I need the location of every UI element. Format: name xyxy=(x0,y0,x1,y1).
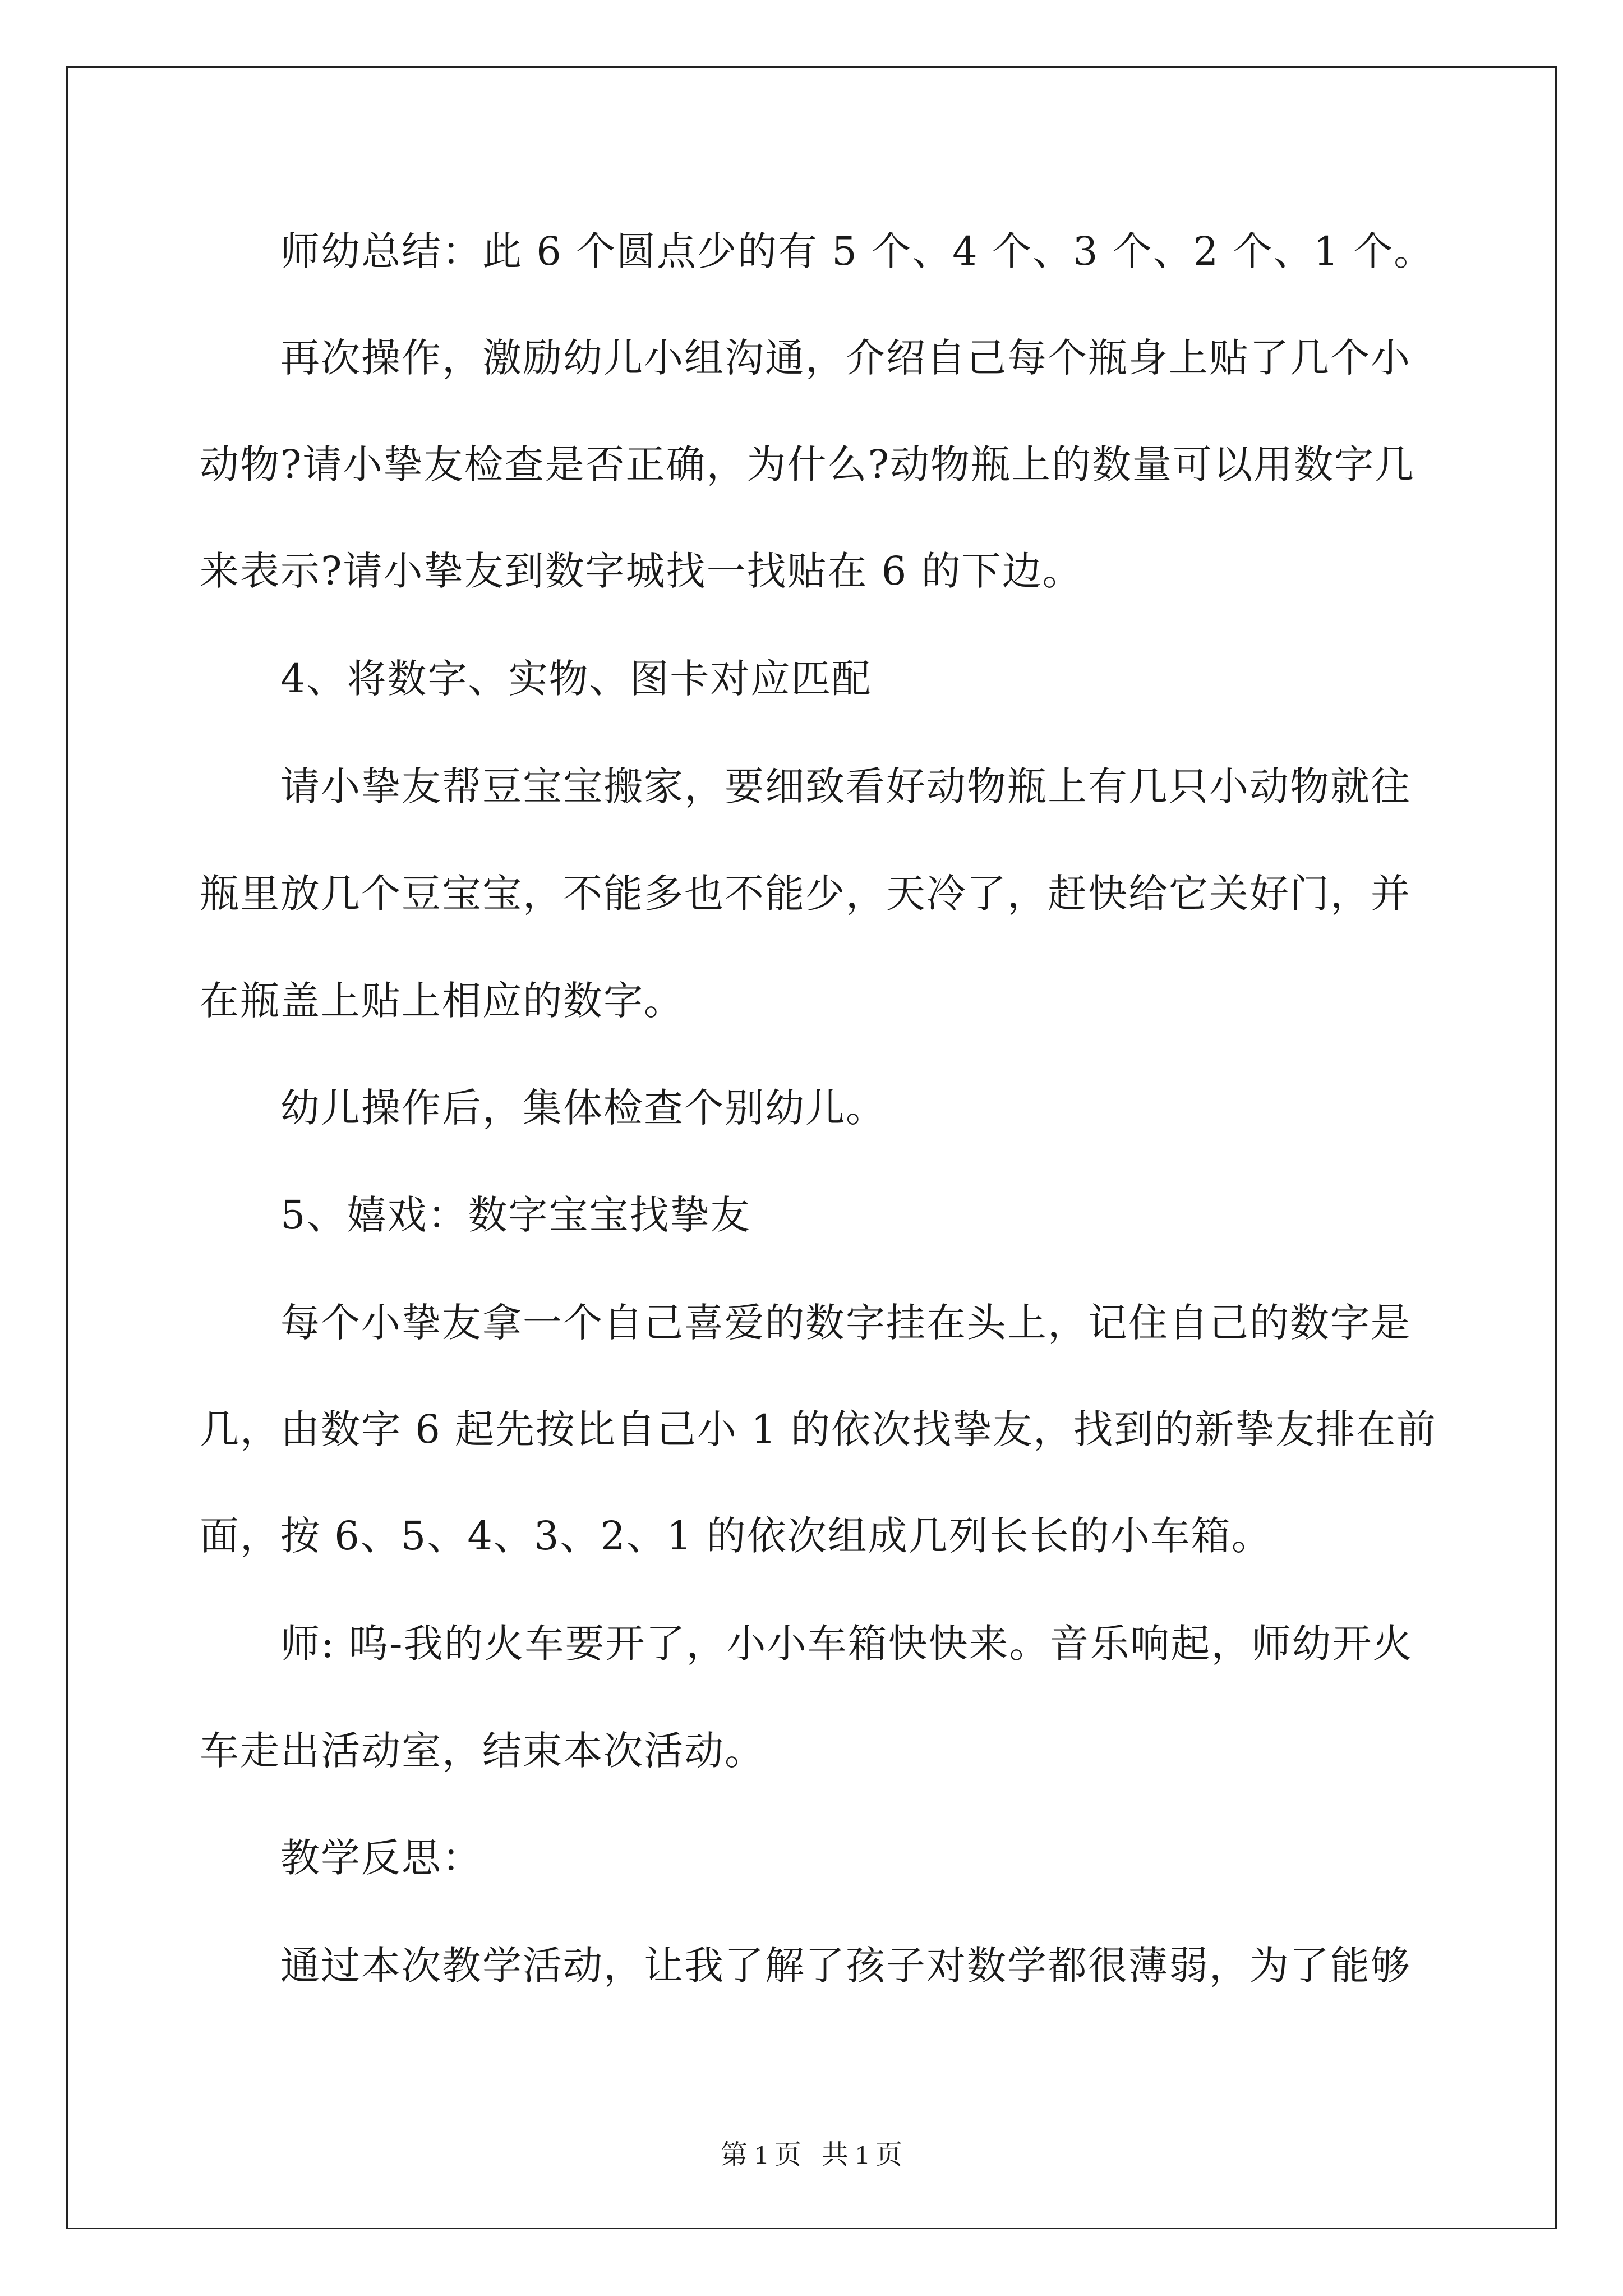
text-line: 车走出活动室，结束本次活动。 xyxy=(200,1728,765,1774)
section-heading: 教学反思： xyxy=(280,1835,482,1881)
text-line: 面，按 6、5、4、3、2、1 的依次组成几列长长的小车箱。 xyxy=(200,1513,1272,1559)
text-line: 每个小挚友拿一个自己喜爱的数字挂在头上，记住自己的数字是 xyxy=(280,1300,1411,1346)
text-line: 瓶里放几个豆宝宝，不能多也不能少，天冷了，赶快给它关好门，并 xyxy=(200,871,1411,917)
text-line: 在瓶盖上贴上相应的数字。 xyxy=(200,978,684,1024)
page-footer xyxy=(0,2138,1623,2172)
text-line: 几，由数字 6 起先按比自己小 1 的依次找挚友，找到的新挚友排在前 xyxy=(200,1406,1437,1452)
text-line: 动物?请小挚友检查是否正确，为什么?动物瓶上的数量可以用数字几 xyxy=(200,441,1415,487)
page-border xyxy=(66,66,1557,2229)
text-line: 师幼总结：此 6 个圆点少的有 5 个、4 个、3 个、2 个、1 个。 xyxy=(280,228,1435,274)
text-line: 师: 呜-我的火车要开了，小小车箱快快来。音乐响起，师幼开火 xyxy=(280,1621,1413,1667)
page-number: 第 1 页 xyxy=(720,2140,801,2170)
text-line: 幼儿操作后，集体检查个别幼儿。 xyxy=(280,1085,886,1131)
text-line: 来表示?请小挚友到数字城找一找贴在 6 的下边。 xyxy=(200,548,1083,594)
page-total: 共 1 页 xyxy=(822,2140,903,2170)
section-heading: 4、将数字、实物、图卡对应匹配 xyxy=(280,656,872,702)
text-line: 通过本次教学活动，让我了解了孩子对数学都很薄弱，为了能够 xyxy=(280,1943,1411,1989)
text-line: 请小挚友帮豆宝宝搬家，要细致看好动物瓶上有几只小动物就往 xyxy=(280,763,1411,809)
text-line: 再次操作，激励幼儿小组沟通，介绍自己每个瓶身上贴了几个小 xyxy=(280,335,1411,381)
section-heading: 5、嬉戏：数字宝宝找挚友 xyxy=(280,1192,751,1238)
